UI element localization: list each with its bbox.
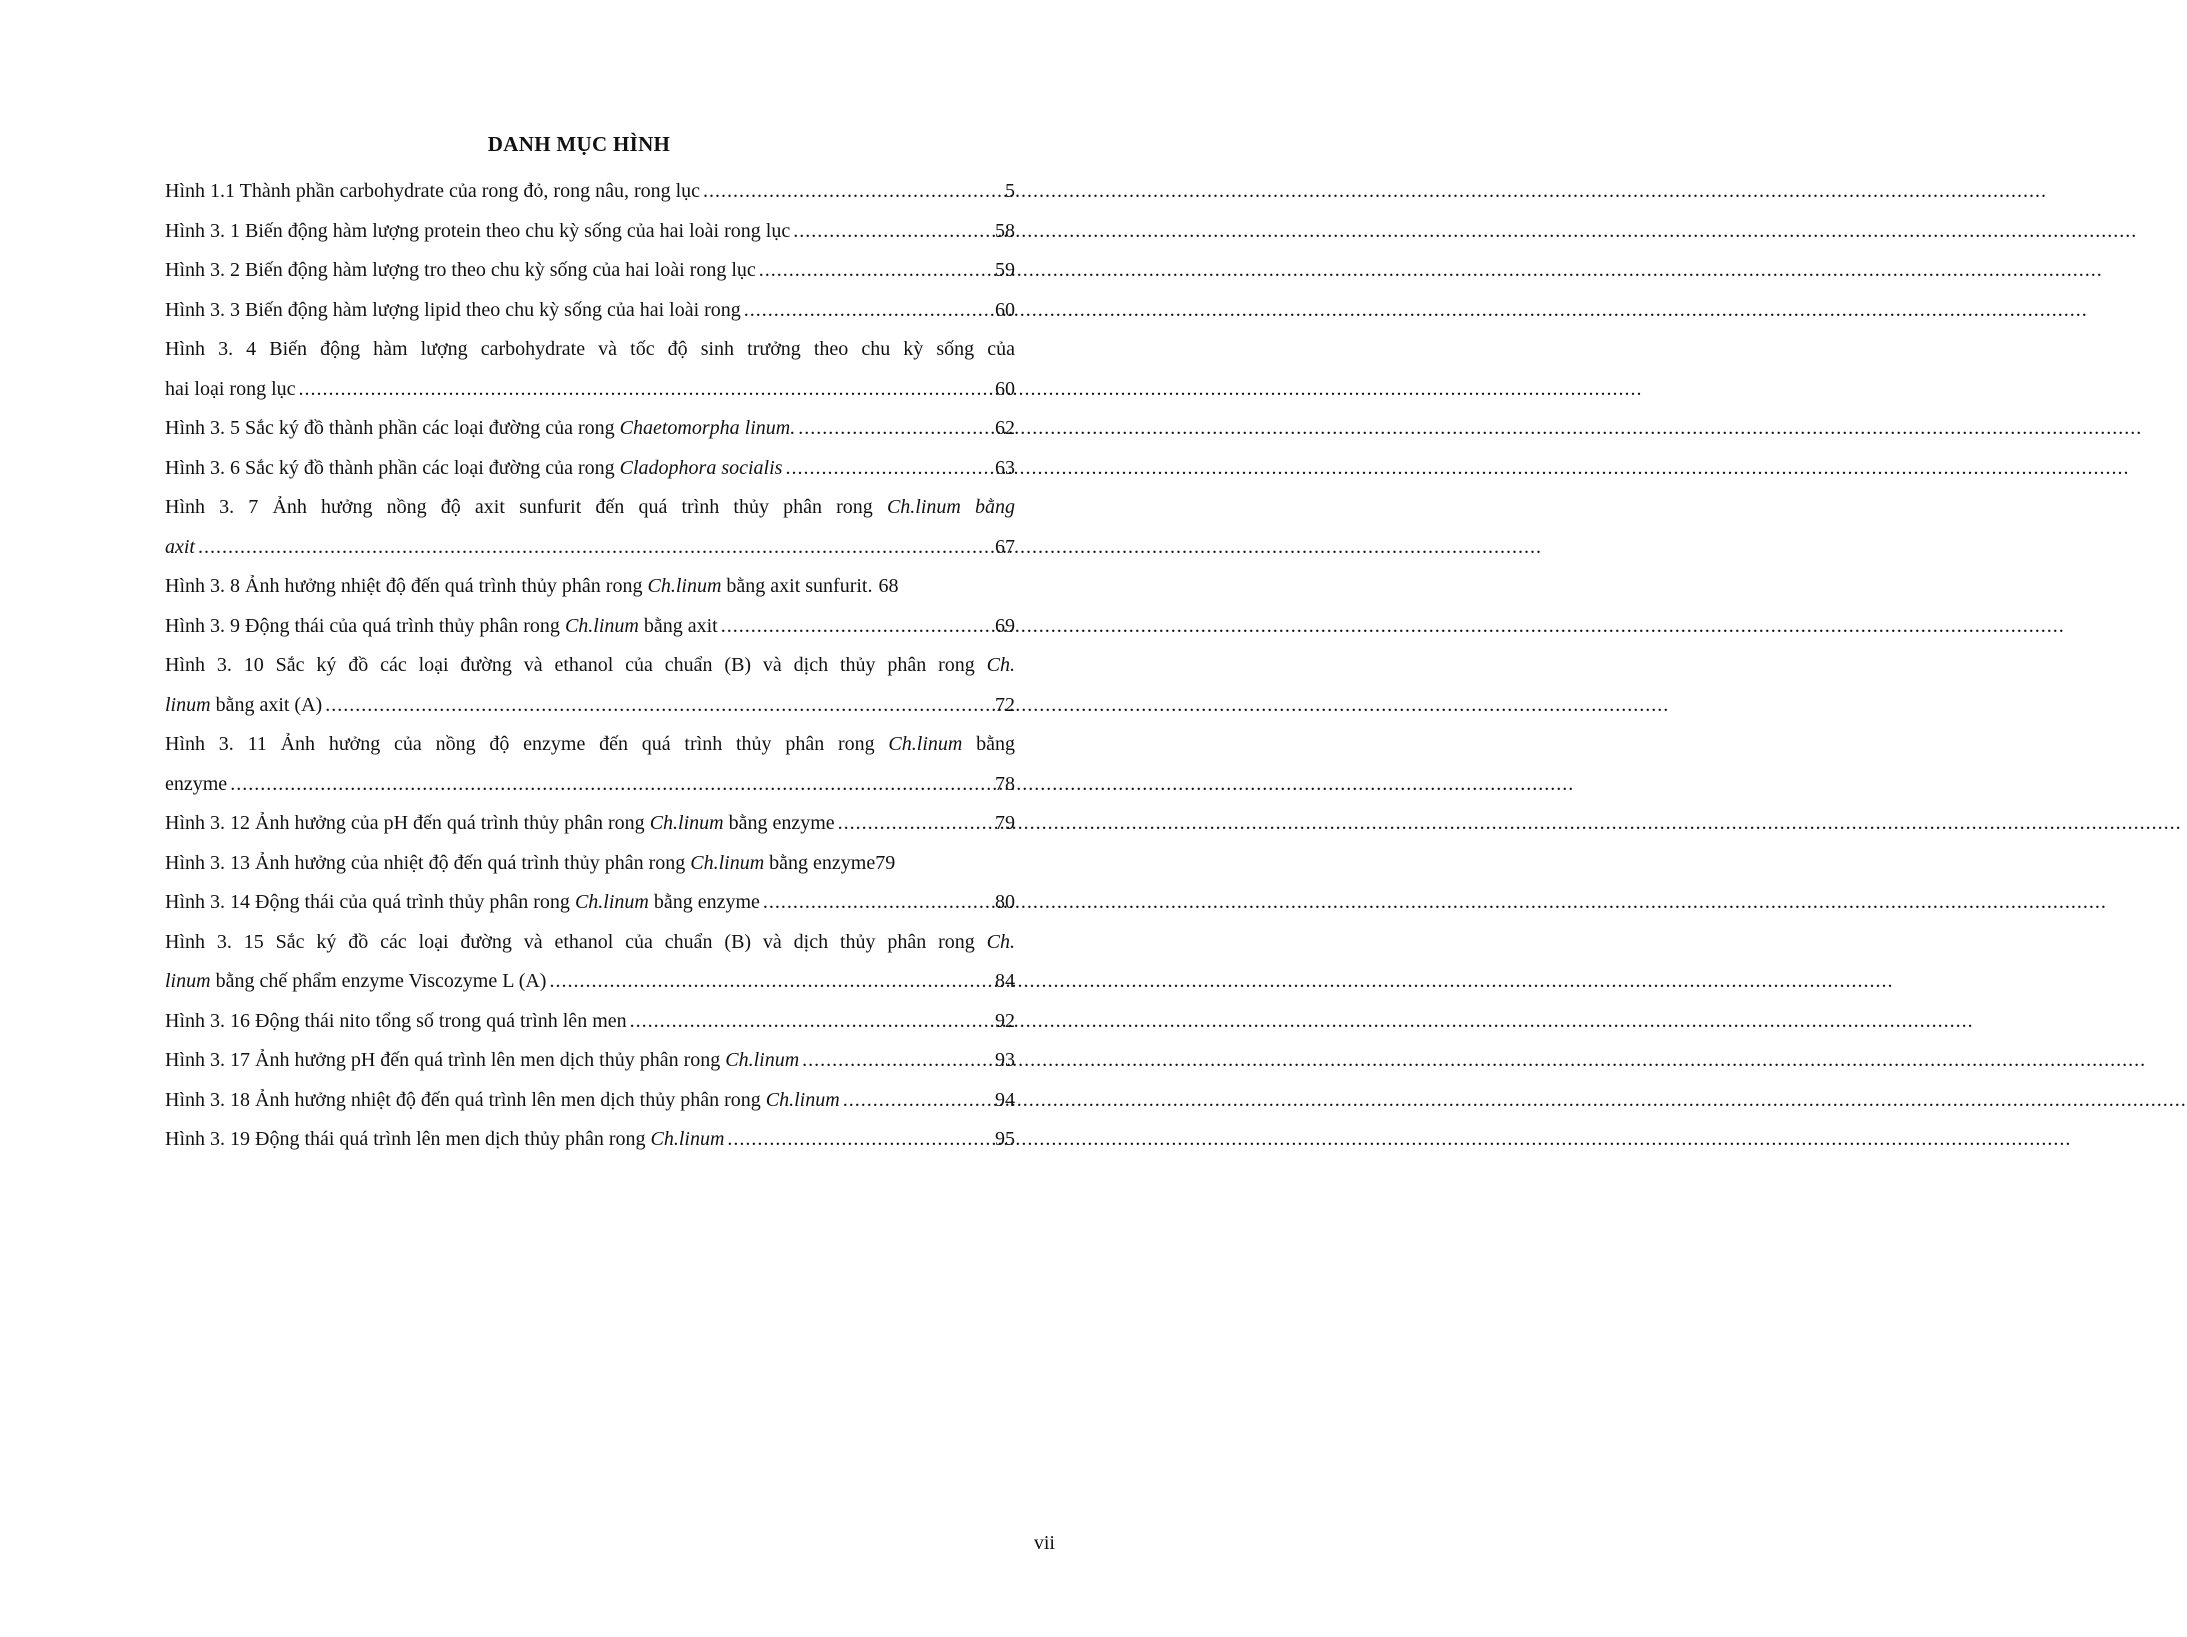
- toc-entry[interactable]: [165, 607, 1015, 647]
- entry-species: Ch.linum bằng: [886, 496, 1016, 518]
- toc-entry[interactable]: [165, 804, 1015, 844]
- entry-title: Ảnh hưởng nồng độ axit sunfurit đến quá trình thủy phân rong: [258, 496, 887, 518]
- toc-entry[interactable]: [165, 883, 1015, 923]
- entry-title: Ảnh hưởng pH đến quá trình lên men dịch thủy phân rong: [250, 1049, 726, 1071]
- entry-species-cont: linum: [165, 693, 211, 716]
- entry-label: Hình 3. 4: [165, 338, 257, 360]
- dot-leader: [838, 804, 992, 844]
- entry-species: Ch.linum: [649, 812, 724, 834]
- entry-title: Ảnh hưởng của nhiệt độ đến quá trình thủy phân rong: [250, 851, 691, 874]
- toc-entry[interactable]: [165, 330, 1015, 409]
- entry-label: Hình 3. 8: [165, 575, 240, 597]
- dot-leader: [802, 1041, 992, 1081]
- entry-title-end: bằng enzyme: [764, 851, 876, 874]
- entry-title: Biến động hàm lượng protein theo chu kỳ sống của hai loài rong lục: [240, 219, 791, 242]
- entry-page: 93: [995, 1049, 1015, 1071]
- entry-page: 95: [995, 1128, 1015, 1150]
- toc-entry[interactable]: [165, 844, 1015, 884]
- toc-entry[interactable]: [165, 449, 1015, 489]
- toc-entry[interactable]: [165, 923, 1015, 1002]
- entry-label: Hình 3. 6: [165, 456, 240, 479]
- entry-species: Ch.linum: [765, 1088, 840, 1111]
- entry-page: 78: [995, 772, 1015, 795]
- entry-title-cont: bằng axit (A): [210, 693, 323, 716]
- entry-species: Ch.linum: [564, 614, 639, 637]
- entry-page: 79: [875, 851, 896, 874]
- entry-species: Ch.linum: [574, 891, 649, 913]
- dot-leader: [721, 607, 992, 647]
- entry-label: Hình 3. 18: [165, 1088, 250, 1111]
- entry-species-cont: linum: [165, 970, 211, 992]
- entry-label: Hình 1.1: [165, 180, 235, 202]
- entry-page: 59: [995, 259, 1015, 281]
- entry-title-end: bằng enzyme: [723, 812, 835, 834]
- entry-label: Hình 3. 12: [165, 812, 250, 834]
- entry-label: Hình 3. 5: [165, 417, 240, 439]
- dot-leader: [793, 212, 992, 252]
- entry-label: Hình 3. 3: [165, 298, 240, 321]
- entry-title-end: bằng enzyme: [648, 891, 760, 913]
- toc-entry[interactable]: [165, 212, 1015, 252]
- entry-page: 80: [995, 891, 1015, 913]
- toc-entry[interactable]: [165, 1002, 1015, 1042]
- dot-leader: [759, 251, 992, 291]
- entry-label: Hình 3. 1: [165, 219, 240, 242]
- entry-title: Ảnh hưởng nhiệt độ đến quá trình thủy phân rong: [240, 575, 648, 597]
- toc-entry[interactable]: [165, 488, 1015, 567]
- dot-leader: [727, 1120, 992, 1160]
- entry-title: Sắc ký đồ các loại đường và ethanol của chuẩn (B) và dịch thủy phân rong: [263, 930, 987, 953]
- entry-species: Ch.linum: [647, 575, 722, 597]
- entry-species: Chaetomorpha linum.: [619, 417, 796, 439]
- toc-entry[interactable]: [165, 1081, 1015, 1121]
- toc-entry[interactable]: [165, 646, 1015, 725]
- entry-page: 60: [995, 298, 1015, 321]
- entry-title-cont: hai loại rong lục: [165, 377, 296, 400]
- entry-label: Hình 3. 17: [165, 1049, 250, 1071]
- entry-title: Thành phần carbohydrate của rong đỏ, rong nâu, rong lục: [235, 180, 701, 202]
- dot-leader: [798, 409, 992, 449]
- dot-leader: [198, 528, 992, 568]
- entry-title: Biến động hàm lượng lipid theo chu kỳ sống của hai loài rong: [240, 298, 741, 321]
- entry-label: Hình 3. 19: [165, 1128, 250, 1150]
- entry-title: Ảnh hưởng của nồng độ enzyme đến quá trình thủy phân rong: [266, 733, 889, 755]
- entry-label: Hình 3. 16: [165, 1009, 250, 1032]
- toc-entry[interactable]: [165, 251, 1015, 291]
- entry-label: Hình 3. 2: [165, 259, 240, 281]
- entry-page: 62: [995, 417, 1015, 439]
- dot-leader: [325, 686, 992, 726]
- dot-leader: [230, 765, 992, 805]
- entry-title: Động thái quá trình lên men dịch thủy phân rong: [250, 1128, 651, 1150]
- entry-page: 60: [995, 377, 1015, 400]
- entry-label: Hình 3. 9: [165, 614, 240, 637]
- entry-page: 84: [995, 970, 1015, 992]
- toc-entry[interactable]: [165, 172, 1015, 212]
- entry-species: Ch.linum: [650, 1128, 725, 1150]
- dot-leader: [785, 449, 992, 489]
- figure-list: [165, 172, 1015, 1160]
- entry-label: Hình 3. 11: [165, 733, 267, 755]
- entry-label: Hình 3. 7: [165, 496, 259, 518]
- toc-entry[interactable]: [165, 409, 1015, 449]
- dot-leader: [299, 370, 992, 410]
- entry-title: Sắc ký đồ các loại đường và ethanol của chuẩn (B) và dịch thủy phân rong: [263, 654, 987, 676]
- dot-leader: [630, 1002, 992, 1042]
- entry-title: Ảnh hưởng nhiệt độ đến quá trình lên men dịch thủy phân rong: [250, 1088, 766, 1111]
- dot-leader: [763, 883, 992, 923]
- entry-label: Hình 3. 14: [165, 891, 250, 913]
- entry-page: 69: [995, 614, 1015, 637]
- entry-title: Động thái nito tổng số trong quá trình lên men: [250, 1009, 627, 1032]
- entry-label: Hình 3. 10: [165, 654, 264, 676]
- entry-page: 79: [995, 812, 1015, 834]
- toc-entry[interactable]: [165, 567, 1015, 607]
- dot-leader: [744, 291, 992, 331]
- entry-species: Ch.linum: [725, 1049, 800, 1071]
- entry-title: Sắc ký đồ thành phần các loại đường của rong: [240, 417, 620, 439]
- toc-entry[interactable]: [165, 725, 1015, 804]
- entry-title: Biến động hàm lượng tro theo chu kỳ sống của hai loài rong lục: [240, 259, 756, 281]
- entry-page: 67: [995, 535, 1015, 558]
- entry-title: Động thái của quá trình thủy phân rong: [250, 891, 575, 913]
- page-number: vii: [1033, 1532, 1055, 1554]
- dot-leader: [549, 962, 992, 1002]
- entry-label: Hình 3. 13: [165, 851, 250, 874]
- dot-leader: [703, 172, 1002, 212]
- entry-title: Động thái của quá trình thủy phân rong: [240, 614, 565, 637]
- toc-entry[interactable]: [165, 1041, 1015, 1081]
- entry-page: 58: [995, 219, 1015, 242]
- toc-entry[interactable]: [165, 291, 1015, 331]
- entry-label: Hình 3. 15: [165, 930, 264, 953]
- entry-page: 92: [995, 1009, 1015, 1032]
- entry-species: Ch.: [986, 930, 1016, 953]
- entry-species: Ch.: [986, 654, 1016, 676]
- entry-title: Biến động hàm lượng carbohydrate và tốc độ sinh trưởng theo chu kỳ sống của: [256, 338, 1015, 360]
- entry-title-cont: bằng chế phẩm enzyme Viscozyme L (A): [210, 970, 547, 992]
- toc-entry[interactable]: [165, 1120, 1015, 1160]
- entry-title-end: bằng axit: [638, 614, 718, 637]
- entry-title-end: bằng axit sunfurit.: [721, 575, 873, 597]
- entry-title: Ảnh hưởng của pH đến quá trình thủy phân rong: [250, 812, 650, 834]
- entry-page: 68: [878, 575, 899, 597]
- entry-title: Sắc ký đồ thành phần các loại đường của rong: [240, 456, 620, 479]
- entry-title-cont: axit: [165, 535, 195, 558]
- entry-species: Cladophora socialis: [619, 456, 783, 479]
- entry-title-end: bằng: [962, 733, 1015, 755]
- entry-page: 94: [995, 1088, 1015, 1111]
- entry-page: 5: [1005, 180, 1015, 202]
- dot-leader: [843, 1081, 992, 1121]
- entry-page: 63: [995, 456, 1015, 479]
- entry-title-cont: enzyme: [165, 772, 228, 795]
- entry-species: Ch.linum: [690, 851, 765, 874]
- entry-page: 72: [995, 693, 1015, 716]
- page-title: DANH MỤC HÌNH: [487, 132, 671, 156]
- entry-species: Ch.linum: [888, 733, 963, 755]
